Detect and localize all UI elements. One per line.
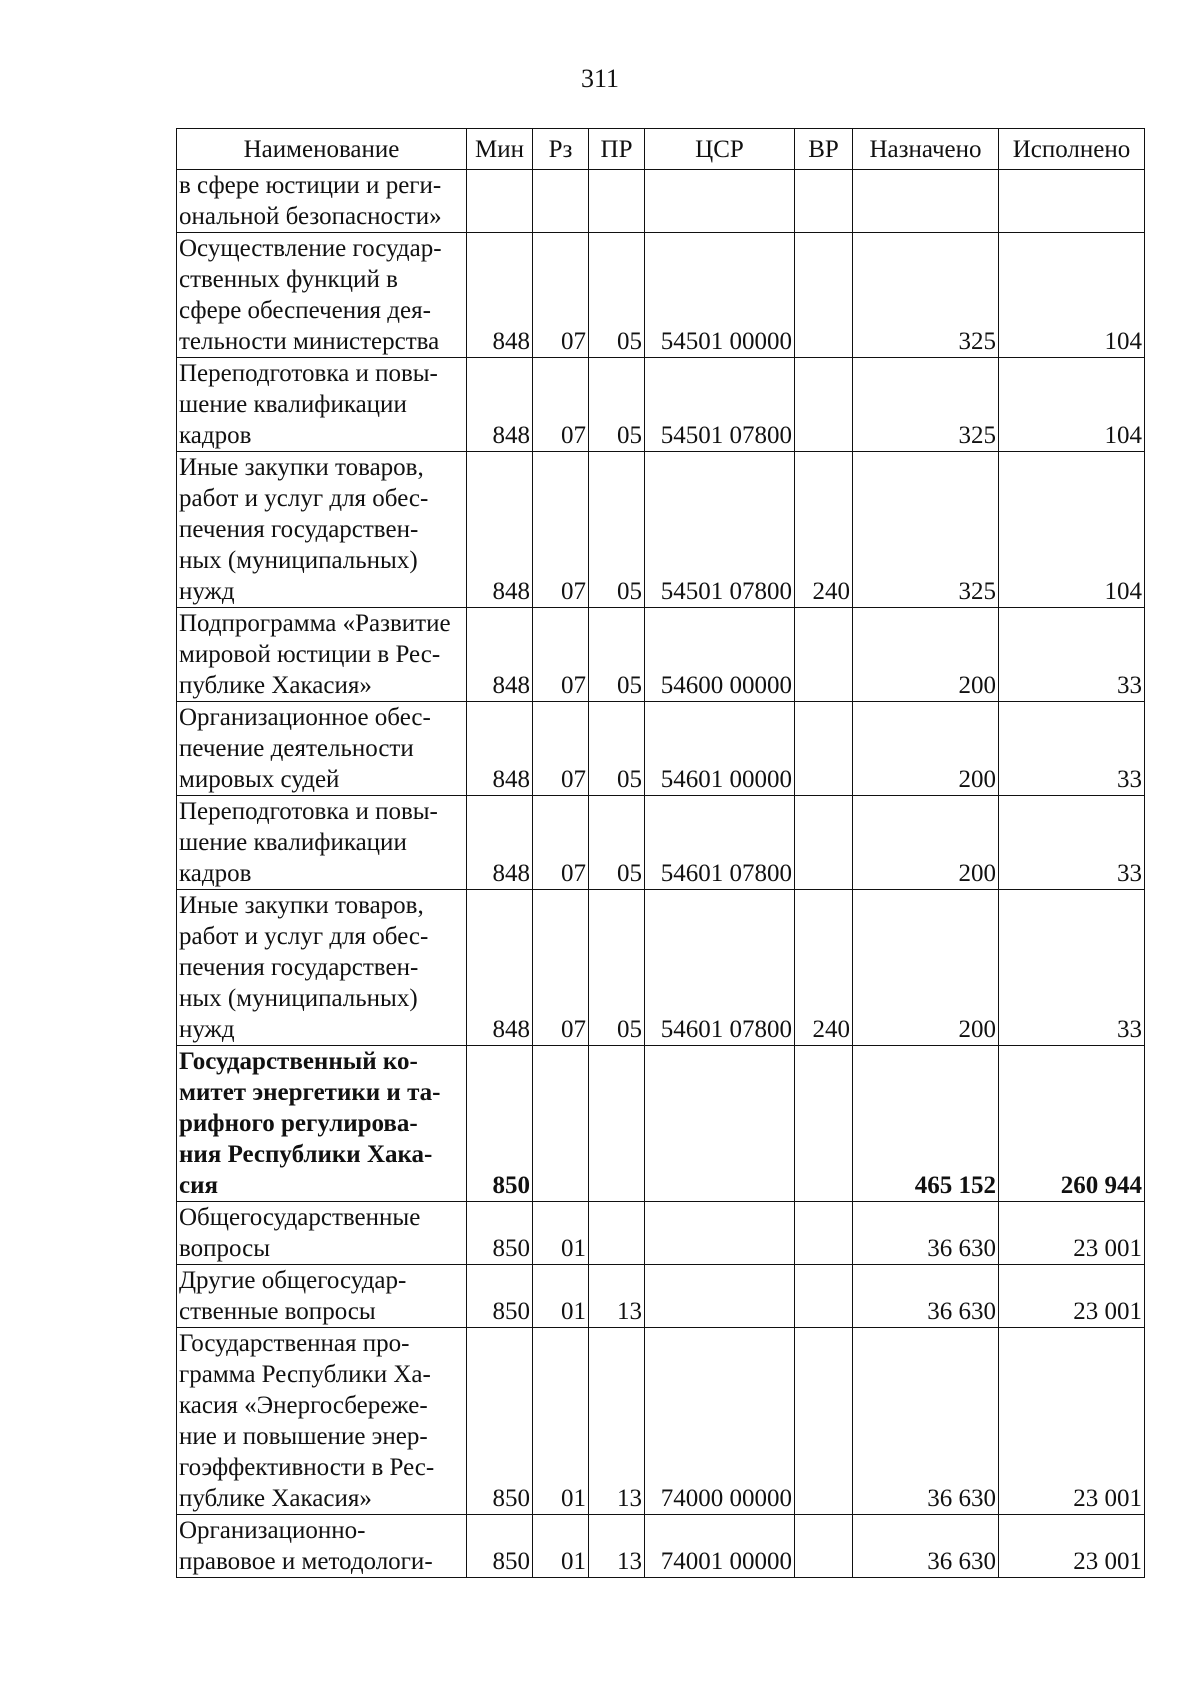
cell-pr: 13 [589, 1265, 645, 1328]
header-csr: ЦСР [645, 129, 795, 170]
cell-rz: 07 [533, 452, 589, 608]
cell-vr [795, 358, 853, 452]
cell-assigned: 325 [853, 452, 999, 608]
cell-min: 850 [467, 1202, 533, 1265]
cell-min: 850 [467, 1515, 533, 1578]
cell-rz: 07 [533, 702, 589, 796]
cell-min: 848 [467, 452, 533, 608]
cell-name [177, 702, 467, 796]
table-row [177, 1328, 1145, 1515]
cell-pr [589, 1202, 645, 1265]
cell-min: 848 [467, 358, 533, 452]
cell-name [177, 608, 467, 702]
cell-executed: 33 [999, 796, 1145, 890]
cell-name-line: Иные закупки товаров, [179, 892, 424, 919]
cell-name-line: сия [179, 1172, 219, 1199]
cell-pr: 05 [589, 608, 645, 702]
cell-vr: 240 [795, 890, 853, 1046]
cell-min: 848 [467, 608, 533, 702]
cell-executed: 23 001 [999, 1202, 1145, 1265]
header-min: Мин [467, 129, 533, 170]
cell-csr: 54601 00000 [645, 702, 795, 796]
cell-executed: 23 001 [999, 1328, 1145, 1515]
cell-name-line: ственные вопросы [179, 1298, 376, 1325]
cell-rz: 07 [533, 358, 589, 452]
cell-assigned: 200 [853, 702, 999, 796]
cell-assigned: 36 630 [853, 1202, 999, 1265]
table-row [177, 1202, 1145, 1265]
cell-name-line: Общегосударственные [179, 1204, 421, 1231]
cell-assigned: 36 630 [853, 1328, 999, 1515]
cell-name-line: в сфере юстиции и реги- [179, 172, 442, 199]
cell-name [177, 1515, 467, 1578]
header-vr: ВР [795, 129, 853, 170]
table-row [177, 1265, 1145, 1328]
cell-pr: 05 [589, 358, 645, 452]
cell-name-line: Другие общегосудар- [179, 1267, 407, 1294]
cell-name-line: работ и услуг для обес- [179, 485, 429, 512]
cell-executed: 104 [999, 452, 1145, 608]
cell-name [177, 170, 467, 233]
cell-name-line: ственных функций в [179, 266, 398, 293]
cell-min: 850 [467, 1046, 533, 1202]
cell-rz [533, 170, 589, 233]
cell-name [177, 358, 467, 452]
cell-name-line: шение квалификации [179, 829, 407, 856]
cell-vr [795, 1265, 853, 1328]
cell-name-line: шение квалификации [179, 391, 407, 418]
cell-name-line: кадров [179, 860, 252, 887]
header-row [177, 129, 1145, 170]
cell-csr [645, 1265, 795, 1328]
cell-pr [589, 1046, 645, 1202]
table-row [177, 452, 1145, 608]
cell-assigned: 200 [853, 608, 999, 702]
cell-name-line: ных (муниципальных) [179, 985, 418, 1012]
table-row [177, 1046, 1145, 1202]
header-name: Наименование [177, 129, 467, 170]
cell-rz [533, 1046, 589, 1202]
cell-name-line: кадров [179, 422, 252, 449]
cell-name-line: мировых судей [179, 766, 340, 793]
cell-assigned: 465 152 [853, 1046, 999, 1202]
cell-vr [795, 233, 853, 358]
cell-min: 848 [467, 702, 533, 796]
cell-name-line: нужд [179, 578, 235, 605]
cell-vr [795, 702, 853, 796]
cell-rz: 07 [533, 608, 589, 702]
cell-executed: 23 001 [999, 1515, 1145, 1578]
cell-name-line: ных (муниципальных) [179, 547, 418, 574]
cell-name-line: Переподготовка и повы- [179, 798, 438, 825]
cell-vr: 240 [795, 452, 853, 608]
cell-name-line: Государственная про- [179, 1330, 410, 1357]
header-pr: ПР [589, 129, 645, 170]
cell-vr [795, 170, 853, 233]
cell-rz: 07 [533, 796, 589, 890]
cell-csr: 74000 00000 [645, 1328, 795, 1515]
cell-rz: 01 [533, 1328, 589, 1515]
table-row [177, 170, 1145, 233]
cell-name-line: грамма Республики Ха- [179, 1361, 431, 1388]
cell-csr [645, 170, 795, 233]
cell-executed: 104 [999, 233, 1145, 358]
cell-min: 850 [467, 1328, 533, 1515]
cell-pr: 05 [589, 796, 645, 890]
cell-name-line: Подпрограмма «Развитие [179, 610, 451, 637]
cell-assigned: 200 [853, 796, 999, 890]
cell-name-line: рифного регулирова- [179, 1110, 418, 1137]
cell-executed: 33 [999, 608, 1145, 702]
cell-name-line: вопросы [179, 1235, 271, 1262]
cell-name-line: Организационное обес- [179, 704, 431, 731]
cell-name-line: сфере обеспечения дея- [179, 297, 431, 324]
cell-name-line: публике Хакасия» [179, 1485, 372, 1512]
cell-csr: 54600 00000 [645, 608, 795, 702]
cell-pr: 05 [589, 452, 645, 608]
cell-name [177, 233, 467, 358]
cell-name-line: нужд [179, 1016, 235, 1043]
cell-name-line: печение деятельности [179, 735, 414, 762]
cell-min [467, 170, 533, 233]
table-row [177, 702, 1145, 796]
cell-csr: 54601 07800 [645, 796, 795, 890]
cell-rz: 01 [533, 1515, 589, 1578]
cell-name [177, 452, 467, 608]
cell-executed: 104 [999, 358, 1145, 452]
cell-name-line: гоэффективности в Рес- [179, 1454, 435, 1481]
cell-name-line: печения государствен- [179, 516, 419, 543]
table-row [177, 608, 1145, 702]
cell-name-line: мировой юстиции в Рес- [179, 641, 441, 668]
cell-rz: 01 [533, 1265, 589, 1328]
cell-assigned: 325 [853, 233, 999, 358]
cell-min: 850 [467, 1265, 533, 1328]
cell-name-line: касия «Энергосбереже- [179, 1392, 428, 1419]
cell-assigned: 36 630 [853, 1515, 999, 1578]
cell-vr [795, 1202, 853, 1265]
cell-name [177, 1265, 467, 1328]
cell-rz: 07 [533, 233, 589, 358]
cell-name-line: Осуществление государ- [179, 235, 442, 262]
table-row [177, 890, 1145, 1046]
header-assigned: Назначено [853, 129, 999, 170]
cell-min: 848 [467, 233, 533, 358]
table-row [177, 233, 1145, 358]
page-number: 311 [580, 64, 620, 93]
cell-rz: 07 [533, 890, 589, 1046]
cell-csr: 54501 00000 [645, 233, 795, 358]
table-body [177, 170, 1145, 1578]
table-row [177, 1515, 1145, 1578]
cell-assigned: 325 [853, 358, 999, 452]
cell-vr [795, 1515, 853, 1578]
cell-name [177, 1046, 467, 1202]
cell-csr: 54501 07800 [645, 452, 795, 608]
cell-pr: 13 [589, 1328, 645, 1515]
cell-name-line: ние и повышение энер- [179, 1423, 428, 1450]
table-row [177, 358, 1145, 452]
cell-csr: 54501 07800 [645, 358, 795, 452]
cell-vr [795, 1046, 853, 1202]
cell-name [177, 1328, 467, 1515]
cell-executed: 260 944 [999, 1046, 1145, 1202]
cell-name-line: Переподготовка и повы- [179, 360, 438, 387]
cell-name-line: тельности министерства [179, 328, 440, 355]
cell-min: 848 [467, 796, 533, 890]
cell-name-line: ональной безопасности» [179, 203, 442, 230]
cell-name-line: публике Хакасия» [179, 672, 372, 699]
cell-executed: 23 001 [999, 1265, 1145, 1328]
cell-name-line: Организационно- [179, 1517, 366, 1544]
cell-name-line: правовое и методологи- [179, 1548, 433, 1575]
cell-executed: 33 [999, 702, 1145, 796]
cell-name-line: Иные закупки товаров, [179, 454, 424, 481]
cell-executed [999, 170, 1145, 233]
header-executed: Исполнено [999, 129, 1145, 170]
cell-executed: 33 [999, 890, 1145, 1046]
cell-assigned: 200 [853, 890, 999, 1046]
cell-name-line: митет энергетики и та- [179, 1079, 441, 1106]
cell-pr: 13 [589, 1515, 645, 1578]
cell-name-line: печения государствен- [179, 954, 419, 981]
cell-assigned [853, 170, 999, 233]
cell-pr: 05 [589, 233, 645, 358]
cell-pr: 05 [589, 702, 645, 796]
header-rz: Рз [533, 129, 589, 170]
cell-rz: 01 [533, 1202, 589, 1265]
cell-name [177, 890, 467, 1046]
cell-vr [795, 608, 853, 702]
cell-pr [589, 170, 645, 233]
cell-vr [795, 1328, 853, 1515]
cell-min: 848 [467, 890, 533, 1046]
cell-name [177, 1202, 467, 1265]
cell-name-line: Государственный ко- [179, 1048, 418, 1075]
table-row [177, 796, 1145, 890]
cell-vr [795, 796, 853, 890]
cell-name-line: работ и услуг для обес- [179, 923, 429, 950]
cell-csr [645, 1202, 795, 1265]
cell-pr: 05 [589, 890, 645, 1046]
cell-csr: 74001 00000 [645, 1515, 795, 1578]
budget-table [176, 128, 1145, 1578]
cell-csr: 54601 07800 [645, 890, 795, 1046]
cell-assigned: 36 630 [853, 1265, 999, 1328]
cell-name [177, 796, 467, 890]
cell-csr [645, 1046, 795, 1202]
cell-name-line: ния Республики Хака- [179, 1141, 433, 1168]
